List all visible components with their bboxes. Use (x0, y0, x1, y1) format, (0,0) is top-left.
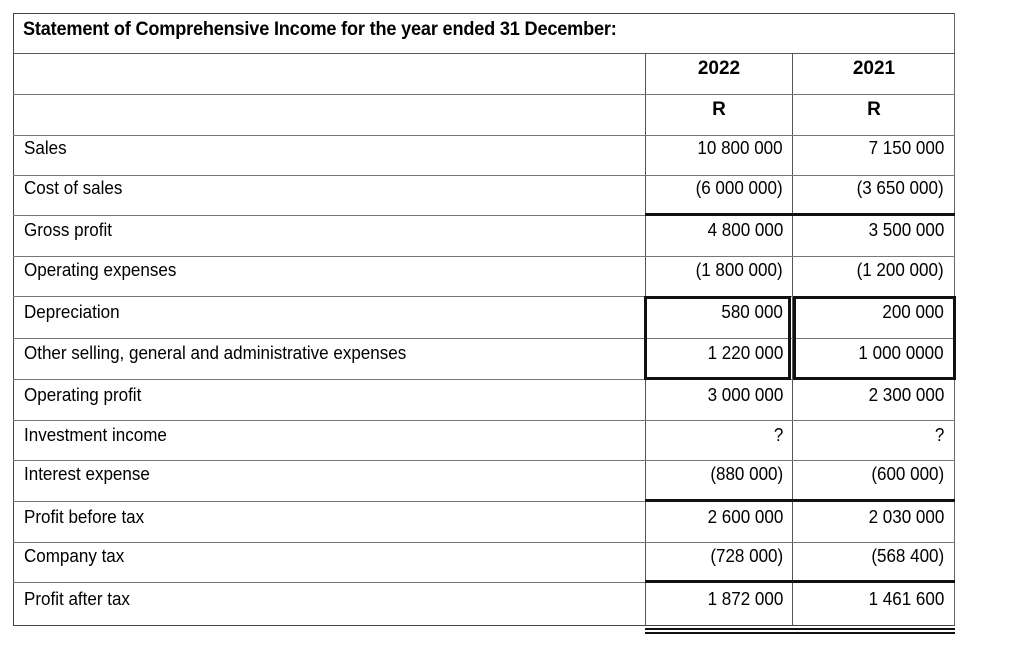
row-value-2021: 200 000 (882, 301, 944, 322)
row-line (13, 175, 955, 176)
row-line (13, 256, 955, 257)
row-label-company-tax: Company tax (24, 545, 125, 566)
row-label-profit-after-tax: Profit after tax (24, 588, 130, 609)
row-value-2021: (600 000) (871, 463, 944, 484)
row-label-profit-before-tax: Profit before tax (24, 506, 145, 527)
row-label-other-sga-expenses: Other selling, general and administrative expenses (24, 342, 407, 363)
row-line (13, 460, 955, 461)
row-label-operating-profit: Operating profit (24, 384, 142, 405)
row-label-interest-expense: Interest expense (24, 463, 150, 484)
row-value-2021: (568 400) (871, 545, 944, 566)
row-line (13, 420, 955, 421)
row-label-depreciation: Depreciation (24, 301, 120, 322)
row-value-2022: 3 000 000 (707, 384, 783, 405)
row-value-2022: 1 872 000 (707, 588, 783, 609)
double-rule-top (645, 628, 955, 630)
row-value-2022: 2 600 000 (707, 506, 783, 527)
row-value-2022: (880 000) (710, 463, 783, 484)
row-value-2022: (728 000) (710, 545, 783, 566)
row-label-operating-expenses: Operating expenses (24, 259, 177, 280)
row-value-2021: (1 200 000) (856, 259, 944, 280)
row-value-2022: 10 800 000 (697, 137, 783, 158)
currency-header-2022: R (712, 99, 726, 120)
row-label-cost-of-sales: Cost of sales (24, 177, 123, 198)
subtotal-rule-profit-after-tax (645, 580, 955, 583)
row-value-2021: 1 461 600 (868, 588, 944, 609)
row-value-2022: 580 000 (721, 301, 783, 322)
row-label-gross-profit: Gross profit (24, 219, 112, 240)
row-line (13, 94, 955, 95)
row-value-2022: 1 220 000 (707, 342, 783, 363)
row-value-2021: 2 300 000 (868, 384, 944, 405)
row-value-2022: 4 800 000 (707, 219, 783, 240)
row-value-2022: (1 800 000) (695, 259, 783, 280)
currency-header-2021: R (867, 99, 881, 120)
row-value-2022: ? (773, 424, 783, 445)
subtotal-rule-gross-profit (645, 213, 955, 216)
double-rule-bottom (645, 632, 955, 634)
statement-title-cell (13, 13, 955, 54)
row-value-2021: 2 030 000 (868, 506, 944, 527)
column-header-2021: 2021 (852, 58, 896, 79)
statement-title: Statement of Comprehensive Income for the year ended 31 December: (23, 18, 617, 40)
row-value-2021: 3 500 000 (868, 219, 944, 240)
row-line (13, 135, 955, 136)
row-value-2021: ? (934, 424, 944, 445)
subtotal-rule-profit-before-tax (645, 499, 955, 502)
row-line (13, 542, 955, 543)
row-label-investment-income: Investment income (24, 424, 167, 445)
row-value-2022: (6 000 000) (695, 177, 783, 198)
row-value-2021: 1 000 0000 (858, 342, 944, 363)
row-value-2021: (3 650 000) (856, 177, 944, 198)
row-label-sales: Sales (24, 137, 67, 158)
row-value-2021: 7 150 000 (868, 137, 944, 158)
column-header-2022: 2022 (697, 58, 741, 79)
